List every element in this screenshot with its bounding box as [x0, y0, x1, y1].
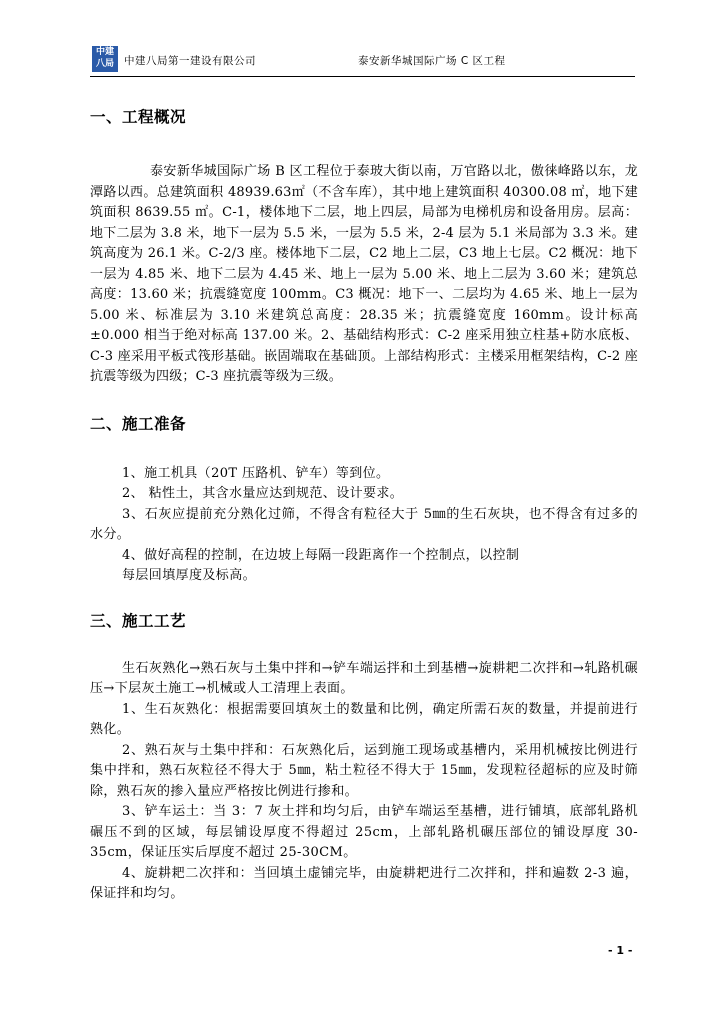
preparation-item-2: 2、 粘性土，其含水量应达到规范、设计要求。	[122, 486, 404, 501]
page-header	[90, 44, 635, 77]
section-title-process: 三、施工工艺	[90, 611, 187, 630]
preparation-item-4-continued: 每层回填厚度及标高。	[122, 568, 257, 583]
section-body-process	[90, 659, 638, 905]
process-step-3: 3、铲车运土：当 3：7 灰土拌和均匀后，由铲车端运至基槽，进行铺填，底部轧路机碾压不到的区域，每层铺设厚度不得超过 25cm，上部轧路机碾压部位的铺设厚度 30-35cm，保证压实后厚度不超过 25-30CM。	[90, 804, 638, 860]
process-step-1: 1、生石灰熟化：根据需要回填灰土的数量和比例，确定所需石灰的数量，并提前进行熟化。	[90, 701, 638, 737]
company-logo	[92, 46, 118, 72]
header-company-name: 中建八局第一建设有限公司	[124, 55, 256, 67]
section-title-preparation: 二、施工准备	[90, 414, 187, 433]
logo-text-bottom: 八局	[95, 59, 114, 69]
logo-text-top: 中建	[95, 47, 114, 57]
preparation-item-4: 4、做好高程的控制，在边坡上每隔一段距离作一个控制点，以控制	[122, 547, 520, 563]
process-flow: 生石灰熟化→熟石灰与土集中拌和→铲车端运拌和土到基槽→旋耕耙二次拌和→轧路机碾压→下层灰土施工→机械或人工清理上表面。	[90, 660, 638, 696]
section-body-overview	[90, 162, 638, 388]
header-project-name: 泰安新华城国际广场 C 区工程	[358, 55, 506, 67]
document-body	[90, 100, 638, 905]
process-step-2: 2、熟石灰与土集中拌和：石灰熟化后，运到施工现场或基槽内，采用机械按比例进行集中拌和，熟石灰粒径不得大于 5㎜，粘土粒径不得大于 15㎜，发现粒径超标的应及时筛除，熟石灰的掺入量应严格按比例进行掺和。	[90, 742, 638, 799]
overview-paragraph: 泰安新华城国际广场 B 区工程位于泰玻大街以南，万官路以北，傲徕峰路以东，龙潭路以西。总建筑面积 48939.63㎡（不含车库），其中地上建筑面积 40300.08 ㎡，地下建筑面积 8639.55 ㎡。C-1，楼体地下二层，地上四层，局部为电梯机房和设备用房。层高：地下二层为 3.8 米，地下一层为 5.5 米，一层为 5.5 米，2-4 层为 5.1 米局部为 3.3 米。建筑高度为 26.1 米。C-2/3 座。楼体地下二层，C2 地上二层，C3 地上七层。C2 概况：地下一层为 4.85 米、地下二层为 4.45 米、地上一层为 5.00 米、地上二层为 3.60 米；建筑总高度：13.60 米；抗震缝宽度 100mm。C3 概况：地下一、二层均为 4.65 米、地上一层为 5.00 米、标准层为 3.10 米建筑总高度：28.35 米；抗震缝宽度 160mm。设计标高±0.000 相当于绝对标高 137.00 米。2、基础结构形式：C-2 座采用独立柱基+防水底板、C-3 座采用平板式筏形基础。嵌固端取在基础顶。上部结构形式：主楼采用框架结构，C-2 座抗震等级为四级；C-3 座抗震等级为三级。	[90, 164, 638, 384]
preparation-item-3: 3、石灰应提前充分熟化过筛，不得含有粒径大于 5㎜的生石灰块，也不得含有过多的水分。	[90, 506, 638, 542]
process-step-4: 4、旋耕耙二次拌和：当回填土虚铺完毕，由旋耕耙进行二次拌和，拌和遍数 2-3 遍，保证拌和均匀。	[90, 865, 638, 901]
page-number: - 1 -	[608, 944, 633, 957]
preparation-item-1: 1、施工机具（20T 压路机、铲车）等到位。	[122, 465, 390, 481]
section-title-overview: 一、工程概况	[90, 108, 187, 126]
section-body-preparation	[90, 464, 638, 587]
